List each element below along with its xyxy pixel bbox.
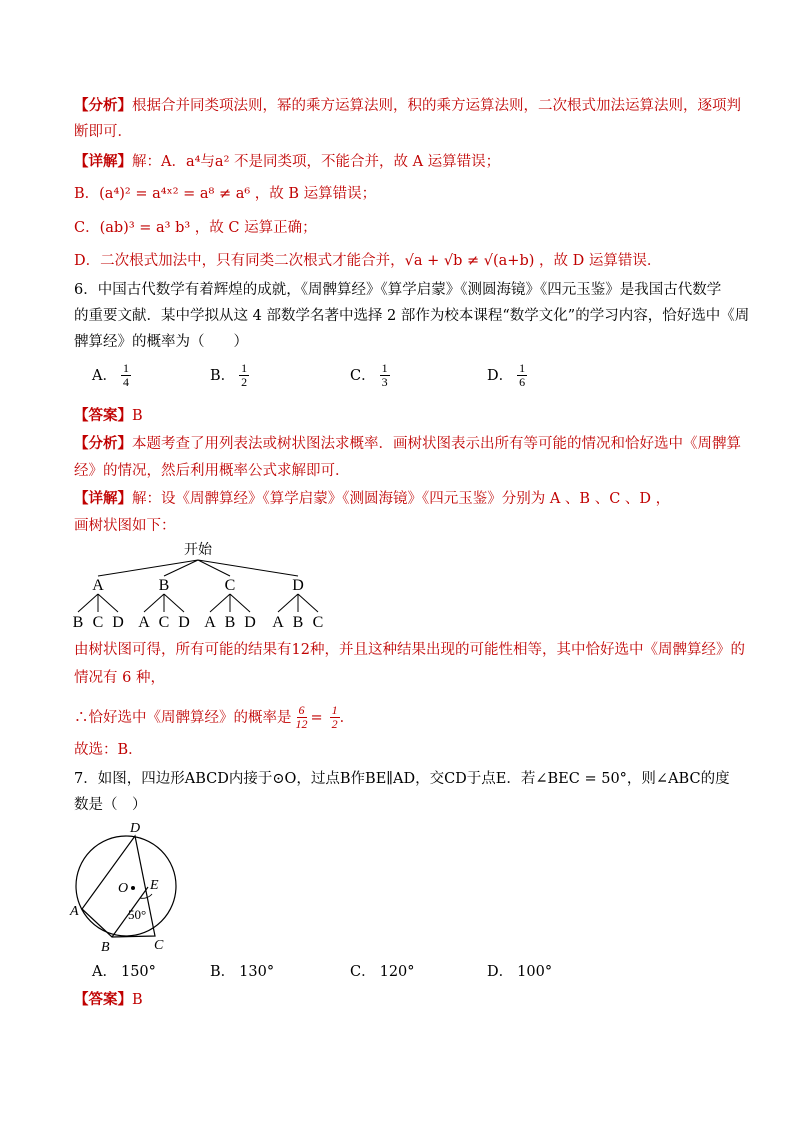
- frac-num: 1: [241, 361, 248, 375]
- question-7-line-1: 7．如图，四边形ABCD内接于⊙O，过点B作BE∥AD，交CD于点E．若∠BEC = 50°，则∠ABC的度: [74, 771, 730, 787]
- option-fraction: [380, 362, 390, 389]
- label-angle: 50°: [128, 907, 147, 922]
- option-value: 150°: [120, 964, 156, 980]
- analysis-6-line-1: [74, 434, 741, 454]
- detail-6-line-2: 画树状图如下：: [74, 518, 176, 534]
- analysis-tag: 【分析】: [74, 436, 132, 452]
- tree-level2-node: B: [72, 614, 84, 630]
- q7-option-d: [487, 962, 552, 982]
- detail-text-a: 解：A．a⁴与a² 不是同类项，不能合并，故 A 运算错误；: [132, 154, 501, 170]
- conclusion-line-3: [74, 704, 354, 731]
- label-e: E: [150, 878, 159, 893]
- detail-text: 解：设《周髀算经》《算学启蒙》《测圆海镜》《四元玉鉴》分别为 A 、B 、C 、D ，: [132, 491, 671, 507]
- option-label: A．: [92, 964, 117, 980]
- tree-root-label: 开始: [184, 543, 212, 558]
- tree-level2-node: A: [272, 614, 284, 630]
- detail-line-c: C．(ab)³ = a³ b³ ，故 C 运算正确；: [74, 220, 317, 236]
- answer-tag: 【答案】: [74, 408, 132, 424]
- frac-num: 1: [519, 361, 526, 375]
- question-7-line-2: 数是（ ）: [74, 797, 147, 813]
- detail-line-d: D．二次根式加法中，只有同类二次根式才能合并，√a + √b ≠ √(a+b) ，故 D 运算错误．: [74, 253, 662, 269]
- answer-6: [74, 406, 143, 426]
- center-dot: [131, 886, 135, 890]
- question-6-line-3: 髀算经》的概率为（ ）: [74, 334, 248, 350]
- probability-tree-diagram: [66, 538, 346, 630]
- tree-level2-node: D: [112, 614, 124, 630]
- answer-7: [74, 990, 143, 1010]
- tree-branch-line: [210, 594, 230, 612]
- tree-level2-node: A: [204, 614, 216, 630]
- detail-line-a: [74, 152, 500, 172]
- label-d: D: [130, 821, 141, 836]
- analysis-tag: 【分析】: [74, 98, 132, 114]
- tree-level1-node: B: [158, 577, 170, 594]
- tree-branch-line: [278, 594, 298, 612]
- tree-level2-node: C: [158, 614, 170, 630]
- tree-branch-line: [98, 594, 118, 612]
- analysis-text: 根据合并同类项法则，幂的乘方运算法则，积的乘方运算法则，二次根式加法运算法则，逐项判: [132, 98, 741, 114]
- tree-branch-line: [298, 594, 318, 612]
- tree-branch-line: [144, 594, 164, 612]
- option-fraction: [121, 362, 131, 389]
- tree-branch-line: [230, 594, 250, 612]
- option-value: 100°: [517, 964, 553, 980]
- question-6-line-2: 的重要文献．某中学拟从这 4 部数学名著中选择 2 部作为校本课程“数学文化”的学习内容，恰好选中《周: [74, 308, 750, 324]
- detail-tag: 【详解】: [74, 491, 132, 507]
- option-label: D．: [487, 367, 514, 384]
- question-6-line-1: 6．中国古代数学有着辉煌的成就，《周髀算经》《算学启蒙》《测圆海镜》《四元玉鉴》是我国古代数学: [74, 282, 722, 298]
- tree-level2-node: B: [224, 614, 236, 630]
- analysis-6-line-2: 经》的情况，然后利用概率公式求解即可．: [74, 463, 350, 479]
- tree-branch-line: [164, 594, 184, 612]
- tree-branch-line: [98, 560, 198, 576]
- equals-sign: =: [310, 709, 323, 726]
- option-fraction: [239, 362, 249, 389]
- period: ．: [339, 709, 355, 726]
- q6-option-b: [210, 362, 249, 389]
- frac-den: 12: [295, 717, 308, 731]
- tree-level2-node: B: [292, 614, 304, 630]
- q6-option-d: [487, 362, 527, 389]
- q6-option-a: [92, 362, 131, 389]
- conclusion-text: ∴恰好选中《周髀算经》的概率是: [74, 709, 292, 726]
- frac-num: 1: [381, 361, 388, 375]
- tree-level2-node: A: [138, 614, 150, 630]
- tree-level2-node: C: [312, 614, 324, 630]
- detail-line-b: B．(a⁴)² = a⁴ˣ² = a⁸ ≠ a⁶ ，故 B 运算错误；: [74, 186, 377, 202]
- choose-line: 故选：B．: [74, 742, 143, 758]
- option-fraction: [517, 362, 527, 389]
- tree-level1-node: A: [92, 577, 104, 594]
- label-b: B: [101, 940, 110, 955]
- tree-level1-node: C: [224, 577, 236, 594]
- frac-den: 6: [519, 375, 526, 389]
- label-c: C: [154, 938, 164, 953]
- option-label: A．: [92, 367, 117, 384]
- option-label: C．: [350, 367, 376, 384]
- option-value: 120°: [379, 964, 415, 980]
- q7-option-b: [210, 962, 274, 982]
- tree-level2-node: D: [244, 614, 256, 630]
- conclusion-line-2: 情况有 6 种，: [74, 670, 165, 686]
- frac-den: 3: [381, 375, 388, 389]
- result-fraction-1: [296, 704, 308, 731]
- result-fraction-2: [330, 704, 340, 731]
- frac-den: 2: [241, 375, 248, 389]
- tree-branch-line: [78, 594, 98, 612]
- analysis-text: 本题考查了用列表法或树状图法求概率．画树状图表示出所有等可能的情况和恰好选中《周髀算: [132, 436, 741, 452]
- frac-num: 6: [298, 703, 305, 717]
- answer-value: B: [132, 992, 143, 1008]
- frac-num: 1: [122, 361, 129, 375]
- label-a: A: [70, 904, 79, 919]
- option-label: D．: [487, 964, 514, 980]
- tree-level2-node: D: [178, 614, 190, 630]
- option-label: B．: [210, 367, 236, 384]
- option-label: B．: [210, 964, 236, 980]
- analysis-line-2: 断即可．: [74, 124, 132, 140]
- frac-den: 4: [122, 375, 129, 389]
- q7-option-c: [350, 962, 415, 982]
- q7-option-a: [92, 962, 156, 982]
- tree-level1-node: D: [292, 577, 304, 594]
- frac-den: 2: [331, 717, 338, 731]
- analysis-line-1: [74, 96, 741, 116]
- detail-tag: 【详解】: [74, 154, 132, 170]
- conclusion-line-1: 由树状图可得，所有可能的结果有12种，并且这种结果出现的可能性相等，其中恰好选中《周髀算经》的: [74, 642, 745, 658]
- label-o: O: [118, 881, 129, 896]
- answer-value: B: [132, 408, 143, 424]
- answer-tag: 【答案】: [74, 992, 132, 1008]
- option-value: 130°: [239, 964, 275, 980]
- circle-geometry-figure: [68, 816, 186, 956]
- frac-num: 1: [331, 703, 338, 717]
- option-label: C．: [350, 964, 376, 980]
- q6-option-c: [350, 362, 390, 389]
- tree-level2-node: C: [92, 614, 104, 630]
- detail-6-line-1: [74, 489, 670, 509]
